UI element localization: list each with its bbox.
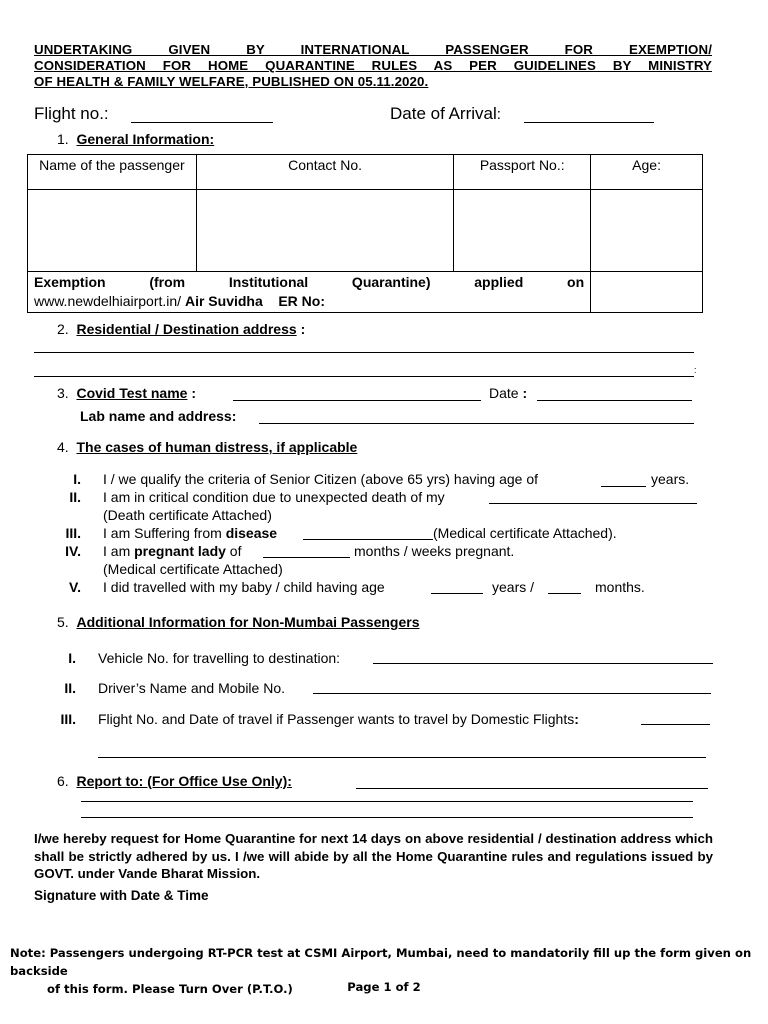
exemption-cell	[28, 272, 591, 313]
section-5-title: Additional Information for Non-Mumbai Passengers	[76, 614, 420, 630]
exemption-url-line	[34, 292, 584, 311]
flight-no-label: Flight no.:	[34, 104, 109, 123]
covid-test-name-label: Covid Test name	[76, 385, 188, 401]
section-2-number: 2.	[57, 321, 69, 337]
distress-item-4-pregnant: pregnant lady	[134, 543, 226, 559]
contact-no-cell[interactable]	[196, 190, 454, 272]
non-mumbai-item-1-numeral: I.	[68, 650, 76, 666]
section-3-number: 3.	[57, 385, 69, 401]
covid-test-name-field[interactable]	[233, 400, 481, 401]
page-number: Page 1 of 2	[347, 980, 421, 994]
distress-item-3-pre: I am Suffering from	[103, 525, 226, 541]
distress-item-4-months: months / weeks pregnant.	[354, 543, 515, 559]
section-1-heading	[57, 131, 214, 147]
non-mumbai-item-3-numeral: III.	[60, 711, 76, 727]
air-suvidha-er-label: Air Suvidha ER No:	[184, 293, 325, 309]
vehicle-no-field[interactable]	[373, 663, 713, 664]
distress-item-2-text: I am in critical condition due to unexpected death of my	[103, 489, 445, 505]
er-no-cell[interactable]	[591, 272, 703, 313]
test-date-colon: :	[522, 385, 528, 401]
driver-details-field[interactable]	[313, 693, 711, 694]
report-to-field-1[interactable]	[356, 788, 708, 789]
section-2-title: Residential / Destination address	[76, 321, 297, 337]
passport-no-cell[interactable]	[454, 190, 591, 272]
vehicle-no-label: Vehicle No. for travelling to destination:	[98, 650, 341, 666]
distress-item-4-note: (Medical certificate Attached)	[103, 561, 283, 577]
child-age-months-field[interactable]	[548, 593, 581, 594]
domestic-flight-colon: :	[574, 711, 579, 727]
domestic-flight-field[interactable]	[641, 724, 710, 725]
address-line-1[interactable]	[34, 352, 694, 353]
flight-no-field[interactable]	[131, 122, 273, 123]
signature-label: Signature with Date & Time	[34, 888, 209, 903]
general-information-table	[27, 154, 703, 313]
distress-item-4-of: of	[225, 543, 242, 559]
child-age-years-field[interactable]	[431, 593, 483, 594]
distress-item-4-text	[103, 543, 242, 559]
form-title-line-3: OF HEALTH & FAMILY WELFARE, PUBLISHED ON 05.11.2020.	[34, 74, 429, 89]
distress-item-5-text: I did travelled with my baby / child having age	[103, 579, 385, 595]
test-date-text: Date	[489, 385, 519, 401]
date-of-arrival-label	[390, 104, 501, 124]
section-4-title: The cases of human distress, if applicable	[76, 439, 358, 455]
distress-item-3-text	[103, 525, 277, 541]
column-header-passport: Passport No.:	[454, 155, 591, 190]
column-header-name: Name of the passenger	[28, 155, 197, 190]
distress-item-4-pre: I am	[103, 543, 135, 559]
test-date-label	[489, 385, 527, 401]
covid-test-colon: :	[191, 385, 197, 401]
section-2-heading	[57, 321, 305, 337]
section-6-title: Report to: (For Office Use Only):	[76, 773, 292, 789]
distress-item-4-numeral: IV.	[65, 543, 81, 559]
driver-details-label: Driver’s Name and Mobile No.	[98, 680, 285, 696]
section-1-title: General Information:	[76, 131, 215, 147]
passenger-name-cell[interactable]	[28, 190, 197, 272]
footer-note-line-2: of this form. Please Turn Over (P.T.O.)	[47, 982, 293, 996]
section-4-heading	[57, 439, 357, 455]
distress-item-5-numeral: V.	[69, 579, 81, 595]
address-trailing-colon: :	[694, 365, 697, 375]
section-5-heading	[57, 614, 420, 630]
exemption-url: www.newdelhiairport.in/	[34, 293, 182, 309]
pregnancy-duration-field[interactable]	[263, 557, 350, 558]
form-title-line-1: UNDERTAKING GIVEN BY INTERNATIONAL PASSENGER FOR EXEMPTION/	[34, 42, 712, 57]
report-to-field-2[interactable]	[81, 801, 693, 802]
distress-item-5-months: months.	[595, 579, 645, 595]
form-title-line-2: CONSIDERATION FOR HOME QUARANTINE RULES AS PER GUIDELINES BY MINISTRY	[34, 58, 712, 73]
date-of-arrival-field[interactable]	[524, 122, 654, 123]
section-6-number: 6.	[57, 773, 69, 789]
lab-name-label: Lab name and address:	[80, 408, 237, 424]
domestic-flight-label	[98, 711, 579, 727]
column-header-age: Age:	[591, 155, 703, 190]
senior-age-field[interactable]	[601, 486, 646, 487]
exemption-text: Exemption (from Institutional Quarantine) applied on	[34, 274, 585, 290]
section-4-number: 4.	[57, 439, 69, 455]
date-of-arrival-colon: :	[496, 106, 501, 123]
section-5-number: 5.	[57, 614, 69, 630]
disease-field[interactable]	[303, 539, 433, 540]
distress-item-2-note: (Death certificate Attached)	[103, 507, 272, 523]
distress-item-5-years: years /	[492, 579, 535, 595]
deceased-relation-field[interactable]	[489, 503, 697, 504]
domestic-flight-text: Flight No. and Date of travel if Passenger wants to travel by Domestic Flights	[98, 711, 575, 727]
non-mumbai-item-2-numeral: II.	[64, 680, 76, 696]
date-of-arrival-text: Date of Arrival	[390, 104, 497, 123]
distress-item-1-numeral: I.	[73, 471, 81, 487]
declaration-text: I/we hereby request for Home Quarantine for next 14 days on above residential / destination address which shall be strictly adhered by us. I /we will abide by all the Home Quarantine rules and regulations issued by GOVT. under Vande Bharat Mission.	[34, 831, 713, 881]
age-cell[interactable]	[591, 190, 703, 272]
section-6-heading	[57, 773, 292, 789]
section-1-number: 1.	[57, 131, 69, 147]
address-line-2[interactable]	[34, 376, 694, 377]
distress-item-2-numeral: II.	[69, 489, 81, 505]
distress-item-3-numeral: III.	[65, 525, 81, 541]
test-date-field[interactable]	[537, 400, 692, 401]
footer-note-line-1: Note: Passengers undergoing RT-PCR test at CSMI Airport, Mumbai, need to mandatorily fill up the form given on backside	[10, 946, 752, 978]
report-to-field-3[interactable]	[81, 817, 693, 818]
distress-item-3-disease: disease	[225, 525, 278, 541]
domestic-flight-line-2[interactable]	[98, 757, 706, 758]
section-3-heading	[57, 385, 196, 401]
section-2-colon: :	[300, 321, 306, 337]
lab-name-field[interactable]	[259, 423, 694, 424]
distress-item-1-text: I / we qualify the criteria of Senior Citizen (above 65 yrs) having age of	[103, 471, 538, 487]
distress-item-3-note: (Medical certificate Attached).	[433, 525, 617, 541]
distress-item-1-years: years.	[651, 471, 690, 487]
column-header-contact: Contact No.	[196, 155, 454, 190]
form-title	[34, 42, 712, 90]
